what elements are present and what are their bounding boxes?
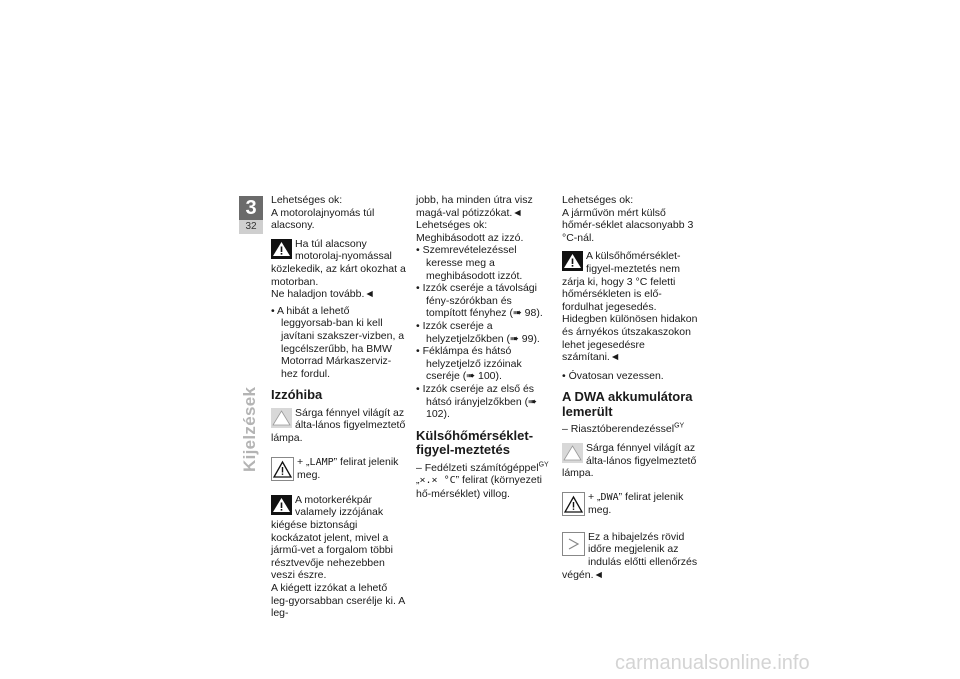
cause-label: Lehetséges ok:	[271, 194, 343, 206]
column-3	[562, 194, 698, 581]
cause-text: A motorolajnyomás túl alacsony.	[271, 206, 375, 232]
lamp-msg-prefix: + „	[297, 455, 310, 468]
warning-oil-pressure	[271, 238, 407, 301]
warning-bulb-failure	[271, 488, 407, 620]
temp-msg-code: ×.× °C	[419, 475, 456, 487]
warning-text: A motorkerékpár valamely izzójának kiégése biztonsági kockázatot jelent, mivel a jármű-vet a forgalom többi résztvevője nehezebben veszi észre.	[271, 493, 393, 582]
continued-text: jobb, ha minden útra visz magá-val pótizzókat.◄	[416, 194, 533, 219]
lamp-msg-code: LAMP	[309, 456, 334, 468]
warning-triangle-icon	[271, 239, 292, 259]
info-note	[562, 523, 698, 581]
cause-text: Meghibásodott az izzó.	[416, 231, 524, 244]
cause-label: Lehetséges ok:	[416, 219, 488, 232]
cause-text: A járművön mért külső hőmér-séklet alacsonyabb 3 °C-nál.	[562, 206, 694, 244]
temp-msg-prefix: „	[416, 474, 420, 487]
list-item: • A hibát a lehető leggyorsab-ban ki kell javítani szakszer-vizben, a legcélszerűbb, ha BMW Motorrad Márkaszerviz-hez fordul.	[271, 304, 405, 380]
temp-msg-suffix: ” felirat (környezeti hő-mérséklet) villog.	[416, 474, 542, 500]
info-text: Ez a hibajelzés rövid időre megjelenik az indulás előtti ellenőrzés végén.◄	[562, 530, 698, 581]
warning-ice	[562, 250, 698, 363]
equipment-note	[562, 423, 698, 436]
warning-text-b: Hidegben különösen hidakon és árnyékos útszakaszokon lehet jegesedésre számítani.◄	[562, 313, 698, 364]
dwa-msg-code: DWA	[600, 491, 619, 503]
warning-triangle-icon	[271, 495, 292, 515]
lamp-indicator-note	[271, 407, 407, 445]
dwa-message-note	[562, 486, 698, 517]
lamp-message-note	[271, 451, 407, 482]
temp-message	[416, 474, 552, 500]
equipment-sup: GY	[538, 461, 549, 469]
dwa-msg-suffix: ” felirat jelenik meg.	[588, 490, 684, 517]
general-warning-lamp-icon	[271, 408, 292, 428]
section-heading-outside-temp: Külsőhőmérséklet-figyel-meztetés	[416, 427, 534, 458]
warning-outline-icon	[562, 492, 585, 516]
dwa-msg-prefix: + „	[588, 490, 601, 503]
equipment-text: – Fedélzeti számítógéppel	[416, 461, 539, 474]
list-item: • Féklámpa és hátsó helyzetjelző izzóinak cseréje (➠ 100).	[416, 345, 522, 383]
list-item: • Szemrevételezéssel keresse meg a meghibásodott izzót.	[416, 244, 523, 282]
chapter-title: Kijelzések	[240, 386, 259, 472]
list-item: • Óvatosan vezessen.	[562, 369, 664, 382]
lamp-indicator-note	[562, 442, 698, 480]
warning-text: A külsőhőmérséklet-figyel-meztetés nem zárja ki, hogy 3 °C feletti hőmérsékleten is elő-fordulhat jegesedés.	[562, 250, 681, 313]
list-item: • Izzók cseréje az első és hátsó irányjelzőkben (➠ 102).	[416, 382, 537, 421]
list-item: • Izzók cseréje a helyzetjelzőkben (➠ 99).	[416, 319, 540, 345]
general-warning-lamp-icon	[562, 443, 583, 463]
cause-label: Lehetséges ok:	[562, 194, 634, 206]
warning-text-b: Ne haladjon tovább.◄	[271, 288, 375, 301]
page-number: 32	[239, 220, 263, 234]
equipment-note	[416, 462, 552, 475]
warning-triangle-icon	[562, 251, 583, 271]
warning-text-b: A kiégett izzókat a lehető leg-gyorsabban cserélje ki. A leg-	[271, 581, 405, 620]
warning-outline-icon	[271, 457, 294, 481]
equipment-sup: GY	[674, 422, 685, 430]
section-heading-bulb-failure: Izzóhiba	[271, 387, 323, 403]
lamp-description: Sárga fénnyel világít az álta-lános figyelmeztető lámpa.	[271, 406, 406, 444]
equipment-text: – Riasztóberendezéssel	[562, 423, 675, 436]
info-arrow-icon	[562, 532, 585, 556]
column-2	[416, 194, 552, 500]
list-item: • Izzók cseréje a távolsági fény-szórókban és tompított fényhez (➠ 98).	[416, 282, 543, 320]
section-heading-dwa-battery: A DWA akkumulátora lemerült	[562, 389, 693, 419]
column-1	[271, 194, 407, 620]
warning-text: Ha túl alacsony motorolaj-nyomással közlekedik, az kárt okozhat a motorban.	[271, 237, 406, 288]
watermark: carmanualsonline.info	[615, 652, 810, 674]
lamp-msg-suffix: ” felirat jelenik meg.	[297, 455, 399, 482]
chapter-number: 3	[239, 196, 263, 220]
lamp-description: Sárga fénnyel világít az álta-lános figyelmeztető lámpa.	[562, 441, 697, 480]
